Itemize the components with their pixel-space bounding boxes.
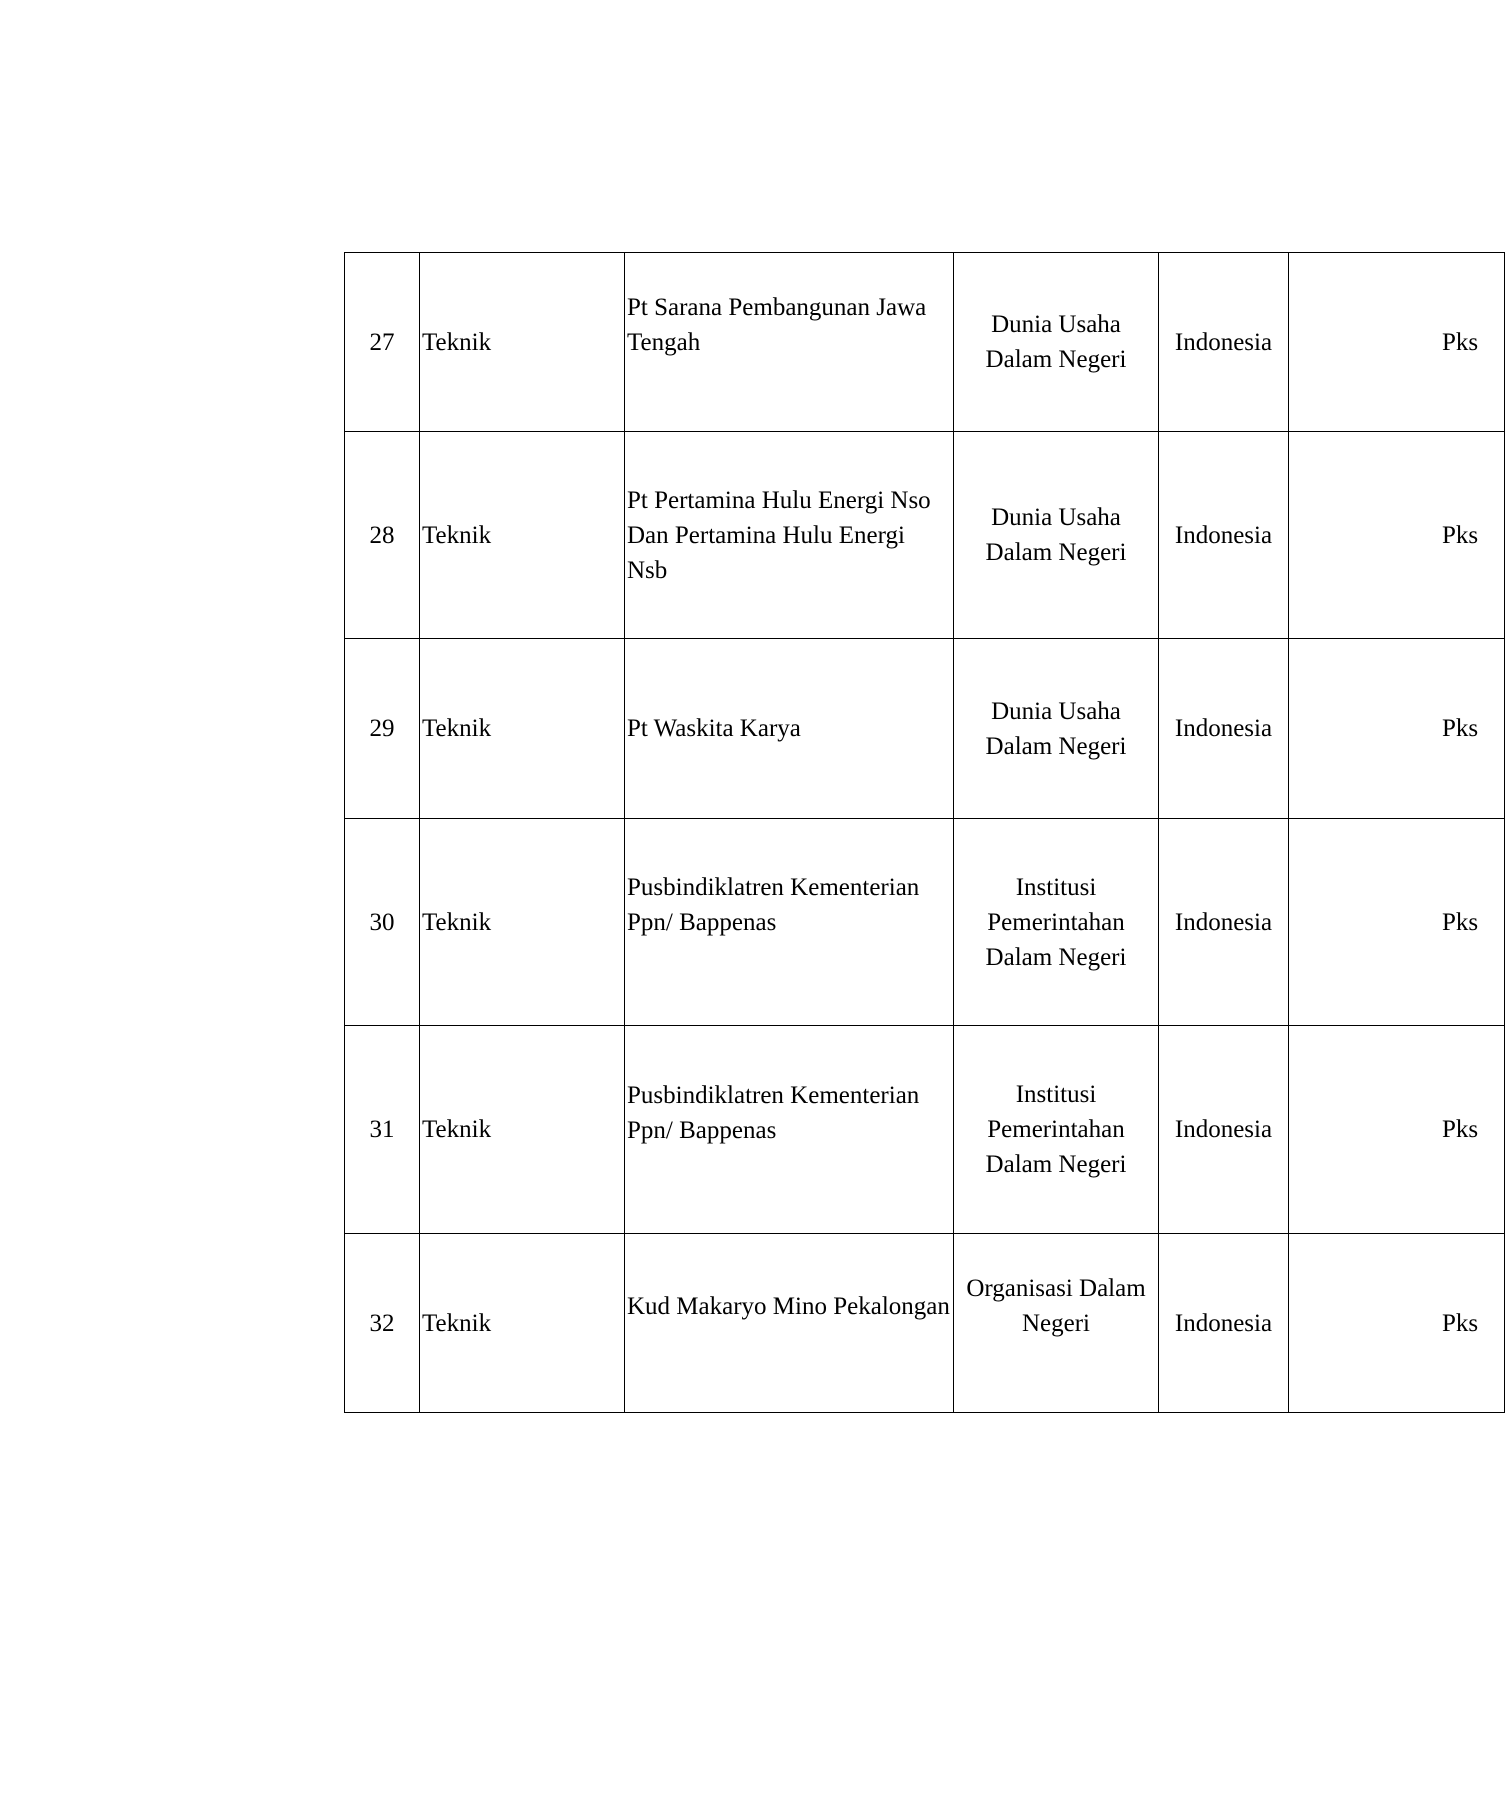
partner-type-cell: Institusi Pemerintahan Dalam Negeri [954, 1026, 1159, 1234]
partner-name: Pt Waskita Karya [627, 715, 801, 742]
partnership-table [344, 252, 1505, 1413]
partner-cell [625, 432, 954, 639]
faculty-cell: Teknik [420, 253, 625, 432]
faculty-cell: Teknik [420, 1026, 625, 1234]
document-cell [1289, 639, 1505, 819]
partner-name: Pusbindiklatren Kementerian Ppn/ Bappenas [627, 1081, 920, 1144]
country-cell: Indonesia [1159, 1234, 1289, 1413]
row-number: 31 [345, 1026, 420, 1234]
row-number: 29 [345, 639, 420, 819]
document-type: Pks [1442, 521, 1479, 549]
partner-type-cell: Dunia Usaha Dalam Negeri [954, 639, 1159, 819]
table-row [345, 1234, 1505, 1413]
partner-type: Organisasi Dalam Negeri [966, 1275, 1146, 1337]
partner-type-cell: Dunia Usaha Dalam Negeri [954, 253, 1159, 432]
document-cell [1289, 253, 1505, 432]
document-cell [1289, 1026, 1505, 1234]
row-number: 27 [345, 253, 420, 432]
partner-name: Pt Sarana Pembangunan Jawa Tengah [627, 294, 927, 356]
faculty-cell: Teknik [420, 819, 625, 1026]
table-row [345, 1026, 1505, 1234]
partner-type-cell [954, 1234, 1159, 1413]
document-type: Pks [1442, 908, 1479, 936]
partner-cell [625, 253, 954, 432]
country-cell: Indonesia [1159, 819, 1289, 1026]
country-cell: Indonesia [1159, 1026, 1289, 1234]
partner-name: Kud Makaryo Mino Pekalongan [627, 1292, 950, 1320]
country-cell: Indonesia [1159, 253, 1289, 432]
row-number: 28 [345, 432, 420, 639]
document-cell [1289, 1234, 1505, 1413]
partner-cell [625, 1026, 954, 1234]
partner-type-cell: Dunia Usaha Dalam Negeri [954, 432, 1159, 639]
partner-cell [625, 819, 954, 1026]
faculty-cell: Teknik [420, 1234, 625, 1413]
table-row [345, 432, 1505, 639]
partner-type-cell: Institusi Pemerintahan Dalam Negeri [954, 819, 1159, 1026]
row-number: 30 [345, 819, 420, 1026]
table-row [345, 253, 1505, 432]
partner-name: Pusbindiklatren Kementerian Ppn/ Bappenas [627, 874, 920, 936]
document-type: Pks [1442, 715, 1479, 742]
partner-cell [625, 1234, 954, 1413]
partner-name: Pt Pertamina Hulu Energi Nso Dan Pertamina Hulu Energi Nsb [627, 486, 931, 584]
country-cell: Indonesia [1159, 639, 1289, 819]
document-type: Pks [1442, 1309, 1479, 1337]
document-cell [1289, 819, 1505, 1026]
partner-cell [625, 639, 954, 819]
document-type: Pks [1442, 328, 1479, 356]
faculty-cell: Teknik [420, 432, 625, 639]
faculty-cell: Teknik [420, 639, 625, 819]
document-type: Pks [1442, 1116, 1479, 1143]
table-row [345, 639, 1505, 819]
document-cell [1289, 432, 1505, 639]
table-row [345, 819, 1505, 1026]
country-cell: Indonesia [1159, 432, 1289, 639]
row-number: 32 [345, 1234, 420, 1413]
